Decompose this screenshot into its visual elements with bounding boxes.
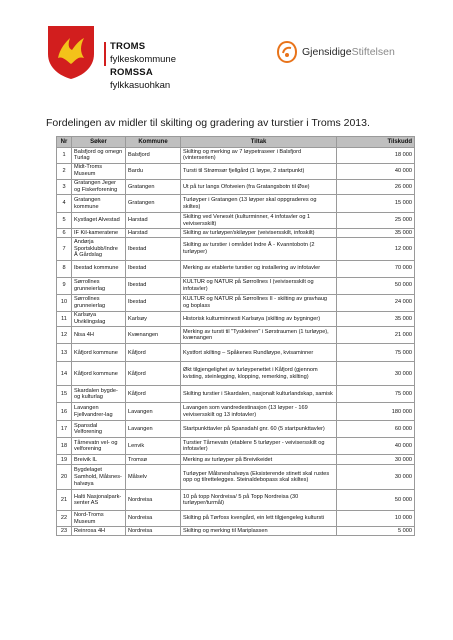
cell-nr: 6 bbox=[57, 229, 72, 238]
table-row bbox=[57, 213, 415, 229]
cell-nr: 2 bbox=[57, 163, 72, 179]
cell-tilskudd: 40 000 bbox=[337, 163, 415, 179]
cell-tilskudd: 30 000 bbox=[337, 465, 415, 490]
cell-tilskudd: 21 000 bbox=[337, 327, 415, 344]
table-row bbox=[57, 277, 415, 294]
table-row bbox=[57, 195, 415, 213]
cell-tilskudd: 12 000 bbox=[337, 238, 415, 261]
column-header-kommune: Kommune bbox=[126, 137, 181, 148]
table-row bbox=[57, 511, 415, 527]
cell-tilskudd: 30 000 bbox=[337, 362, 415, 386]
cell-tilskudd: 75 000 bbox=[337, 344, 415, 362]
column-header-soker: Søker bbox=[72, 137, 126, 148]
table-row bbox=[57, 311, 415, 327]
cell-tilskudd: 18 000 bbox=[337, 148, 415, 164]
document-title: Fordelingen av midler til skilting og gradering av turstier i Troms 2013. bbox=[46, 117, 370, 129]
cell-soker: Gratangen kommune bbox=[72, 195, 126, 213]
cell-kommune: Balsfjord bbox=[126, 148, 181, 164]
cell-tiltak: Skilting turstier i Skardalen, nasjonalt kulturlandskap, samisk bbox=[181, 386, 337, 403]
cell-tilskudd: 15 000 bbox=[337, 195, 415, 213]
cell-kommune: Harstad bbox=[126, 229, 181, 238]
cell-soker: Nisa 4H bbox=[72, 327, 126, 344]
cell-kommune: Kåfjord bbox=[126, 344, 181, 362]
cell-soker: Skardalen bygde- og kulturlag bbox=[72, 386, 126, 403]
cell-kommune: Gratangen bbox=[126, 195, 181, 213]
cell-kommune: Lenvik bbox=[126, 438, 181, 455]
cell-soker: Balsfjord og omegn Turlag bbox=[72, 148, 126, 164]
cell-nr: 16 bbox=[57, 403, 72, 421]
cell-kommune: Harstad bbox=[126, 213, 181, 229]
table-row bbox=[57, 362, 415, 386]
cell-tiltak: Tursti til Strømsør fjellgård (1 løype, 2 startpunkt) bbox=[181, 163, 337, 179]
cell-soker: IF Kil-kameratene bbox=[72, 229, 126, 238]
cell-kommune: Kåfjord bbox=[126, 362, 181, 386]
cell-kommune: Ibestad bbox=[126, 294, 181, 311]
cell-tiltak: Skilting av turløyper/skiløyper (veivisersskilt, infoskilt) bbox=[181, 229, 337, 238]
county-divider bbox=[104, 42, 106, 66]
county-names bbox=[110, 40, 196, 92]
cell-kommune: Gratangen bbox=[126, 179, 181, 195]
cell-tilskudd: 70 000 bbox=[337, 260, 415, 277]
cell-soker: Kystlaget Alvestad bbox=[72, 213, 126, 229]
cell-tiltak: Skilting og merking til Mariplassen bbox=[181, 527, 337, 536]
table-row bbox=[57, 490, 415, 511]
column-header-tilskudd: Tilskudd bbox=[337, 137, 415, 148]
table-header-row bbox=[57, 137, 415, 148]
cell-nr: 3 bbox=[57, 179, 72, 195]
troms-name: TROMS fylkeskommune bbox=[110, 41, 176, 65]
cell-nr: 19 bbox=[57, 455, 72, 465]
cell-tilskudd: 25 000 bbox=[337, 213, 415, 229]
cell-tilskudd: 35 000 bbox=[337, 229, 415, 238]
table-row bbox=[57, 229, 415, 238]
cell-nr: 7 bbox=[57, 238, 72, 261]
cell-nr: 22 bbox=[57, 511, 72, 527]
cell-kommune: Lavangen bbox=[126, 403, 181, 421]
cell-soker: Sørrollnes grunneierlag bbox=[72, 294, 126, 311]
cell-tiltak: KULTUR og NATUR på Sørrollnes II - skilting av gravhaug og boplass bbox=[181, 294, 337, 311]
table-row bbox=[57, 421, 415, 438]
cell-kommune: Karlsøy bbox=[126, 311, 181, 327]
table-row bbox=[57, 238, 415, 261]
cell-tilskudd: 40 000 bbox=[337, 438, 415, 455]
cell-soker: Kåfjord kommune bbox=[72, 362, 126, 386]
cell-tiltak: Merking av tursti til "Tyskleiren" i Sørstraumen (1 turløype), kvænangen bbox=[181, 327, 337, 344]
cell-tilskudd: 60 000 bbox=[337, 421, 415, 438]
cell-tiltak: Historisk kulturminnesti Karlsøya (skilting av bygninger) bbox=[181, 311, 337, 327]
cell-soker: Reinrosa 4H bbox=[72, 527, 126, 536]
cell-tilskudd: 10 000 bbox=[337, 511, 415, 527]
cell-kommune: Nordreisa bbox=[126, 511, 181, 527]
cell-nr: 23 bbox=[57, 527, 72, 536]
table-row bbox=[57, 179, 415, 195]
cell-soker: Halti Nasjonalpark-senter AS bbox=[72, 490, 126, 511]
cell-soker: Kåfjord kommune bbox=[72, 344, 126, 362]
table-row bbox=[57, 527, 415, 536]
cell-tilskudd: 5 000 bbox=[337, 527, 415, 536]
grants-table bbox=[56, 136, 415, 536]
cell-tilskudd: 180 000 bbox=[337, 403, 415, 421]
table-row bbox=[57, 344, 415, 362]
cell-nr: 14 bbox=[57, 362, 72, 386]
cell-tilskudd: 35 000 bbox=[337, 311, 415, 327]
cell-tiltak: Ut på tur langs Ofotveien (fra Gratangsbotn til Øse) bbox=[181, 179, 337, 195]
table-row bbox=[57, 465, 415, 490]
troms-county-logo bbox=[46, 24, 196, 90]
gjensidige-foundation-logo bbox=[276, 36, 416, 76]
cell-nr: 13 bbox=[57, 344, 72, 362]
coat-of-arms-icon bbox=[46, 24, 96, 80]
cell-soker: Sørrollnes grunneierlag bbox=[72, 277, 126, 294]
table-row bbox=[57, 403, 415, 421]
cell-tiltak: Skilting av turstier i området Indre Å - Kvanntobotn (2 turløyper) bbox=[181, 238, 337, 261]
table-row bbox=[57, 327, 415, 344]
cell-nr: 10 bbox=[57, 294, 72, 311]
cell-soker: Bygdelaget Samhold, Målsnes-halvøya bbox=[72, 465, 126, 490]
foundation-name: GjensidigeStiftelsen bbox=[302, 46, 395, 58]
cell-tilskudd: 50 000 bbox=[337, 490, 415, 511]
cell-tiltak: KULTUR og NATUR på Sørrollnes I (veivisersskilt og infotavler) bbox=[181, 277, 337, 294]
cell-kommune: Ibestad bbox=[126, 277, 181, 294]
cell-tilskudd: 24 000 bbox=[337, 294, 415, 311]
romssa-name: ROMSSA fylkkasuohkan bbox=[110, 67, 171, 91]
cell-tiltak: Kystfort skilting – Spåkenes Rundløype, kvisaminner bbox=[181, 344, 337, 362]
cell-nr: 18 bbox=[57, 438, 72, 455]
cell-kommune: Kåfjord bbox=[126, 386, 181, 403]
cell-nr: 1 bbox=[57, 148, 72, 164]
cell-kommune: Ibestad bbox=[126, 238, 181, 261]
cell-soker: Ibestad kommune bbox=[72, 260, 126, 277]
cell-nr: 20 bbox=[57, 465, 72, 490]
foundation-mark-icon bbox=[276, 40, 298, 64]
table-row bbox=[57, 163, 415, 179]
cell-kommune: Tromsø bbox=[126, 455, 181, 465]
cell-tiltak: Skilting på Tørfoss kvengård, ein lett tilgjengeleg kultursti bbox=[181, 511, 337, 527]
cell-kommune: Kvænangen bbox=[126, 327, 181, 344]
cell-kommune: Nordreisa bbox=[126, 490, 181, 511]
cell-nr: 11 bbox=[57, 311, 72, 327]
column-header-tiltak: Tiltak bbox=[181, 137, 337, 148]
cell-nr: 21 bbox=[57, 490, 72, 511]
cell-tiltak: Merking av turløyper på Breivikeidet bbox=[181, 455, 337, 465]
cell-tiltak: 10 på topp Nordreisa/ 5 på Topp Nordreisa (30 turløyper/turmål) bbox=[181, 490, 337, 511]
cell-tiltak: Merking av etablerte turstier og installering av infotavler bbox=[181, 260, 337, 277]
cell-kommune: Lavangen bbox=[126, 421, 181, 438]
cell-nr: 5 bbox=[57, 213, 72, 229]
cell-tiltak: Lavangen som vandredestinasjon (13 løyper - 169 veivisersskilt og 13 infotavler) bbox=[181, 403, 337, 421]
table-row bbox=[57, 455, 415, 465]
table-row bbox=[57, 148, 415, 164]
cell-nr: 17 bbox=[57, 421, 72, 438]
cell-soker: Midt-Troms Museum bbox=[72, 163, 126, 179]
cell-soker: Karlsøya Utviklingslag bbox=[72, 311, 126, 327]
cell-kommune: Bardu bbox=[126, 163, 181, 179]
cell-nr: 15 bbox=[57, 386, 72, 403]
cell-kommune: Nordreisa bbox=[126, 527, 181, 536]
cell-tiltak: Skilting ved Venesét (kulturminner, 4 infotavler og 1 veivisersskilt) bbox=[181, 213, 337, 229]
cell-soker: Breivik IL bbox=[72, 455, 126, 465]
cell-tiltak: Turløyper Målsneshalvøya (Eksisterende stinett skal rustes opp og tilrettelegges. Steinaldebopass skal skiltes) bbox=[181, 465, 337, 490]
cell-tiltak: Startpunkttavler på Spansdahl gnr. 60 (5 startpunkttavler) bbox=[181, 421, 337, 438]
table-row bbox=[57, 260, 415, 277]
cell-soker: Spansdal Velforening bbox=[72, 421, 126, 438]
cell-kommune: Ibestad bbox=[126, 260, 181, 277]
table-row bbox=[57, 386, 415, 403]
cell-nr: 8 bbox=[57, 260, 72, 277]
cell-kommune: Målselv bbox=[126, 465, 181, 490]
cell-tiltak: Turstier Tårnevatn (etablere 5 turløyper - veivisersskilt og infotavler) bbox=[181, 438, 337, 455]
cell-soker: Nord-Troms Museum bbox=[72, 511, 126, 527]
cell-tilskudd: 26 000 bbox=[337, 179, 415, 195]
table-body bbox=[57, 148, 415, 536]
cell-soker: Gratangen Jeger og Fiskerforening bbox=[72, 179, 126, 195]
cell-tilskudd: 50 000 bbox=[337, 277, 415, 294]
cell-nr: 4 bbox=[57, 195, 72, 213]
column-header-nr: Nr bbox=[57, 137, 72, 148]
table-row bbox=[57, 438, 415, 455]
cell-tilskudd: 75 000 bbox=[337, 386, 415, 403]
table-row bbox=[57, 294, 415, 311]
cell-nr: 9 bbox=[57, 277, 72, 294]
cell-tiltak: Økt tilgjengelighet av turløypenettet i Kåfjord (gjennom kvisting, steinlegging, klopping, remerking, skilting) bbox=[181, 362, 337, 386]
cell-nr: 12 bbox=[57, 327, 72, 344]
cell-soker: Andørja Sportsklubb/Indre Å Gårdslag bbox=[72, 238, 126, 261]
cell-tiltak: Turløyper i Gratangen (13 løyper skal oppgraderes og skiltes) bbox=[181, 195, 337, 213]
cell-tilskudd: 30 000 bbox=[337, 455, 415, 465]
cell-tiltak: Skilting og merking av 7 løypetraseer i Balsfjord (vinterserien) bbox=[181, 148, 337, 164]
cell-soker: Tårnevatn vel- og velforening bbox=[72, 438, 126, 455]
cell-soker: Lavangen Fjellvandrer-lag bbox=[72, 403, 126, 421]
